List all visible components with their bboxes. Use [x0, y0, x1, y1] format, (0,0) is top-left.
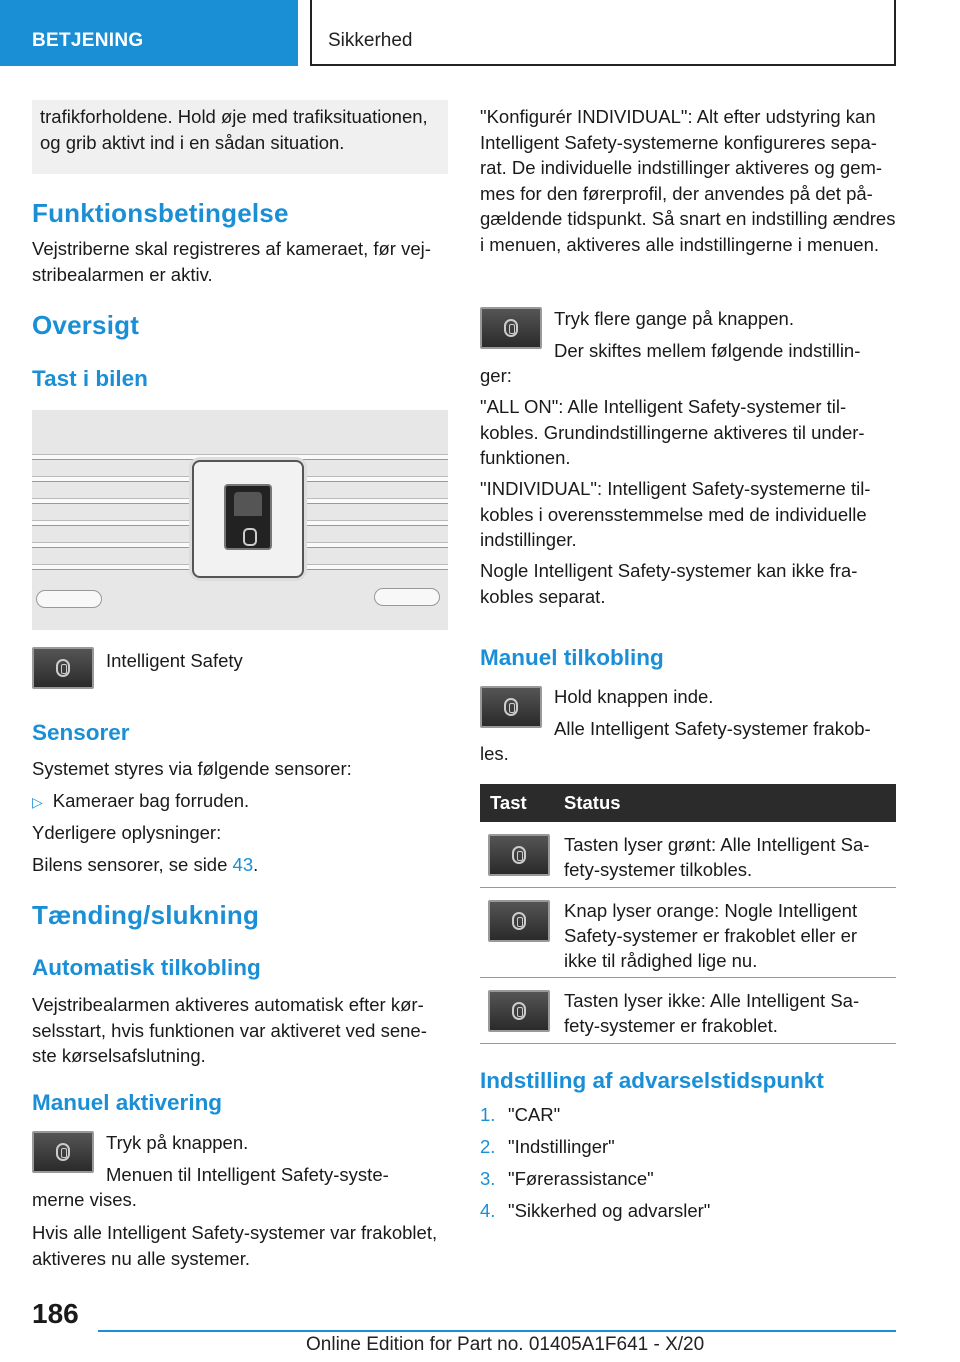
note-box [32, 100, 448, 174]
paragraph-yderligere: Yderligere oplysninger: [32, 822, 222, 843]
heading-manuel-tilkobling: Manuel tilkobling [480, 645, 664, 670]
page-header [0, 0, 960, 66]
paragraph-allon: "ALL ON": Alle Intelligent Safety-systemer til-kobles. Grundindstillingerne aktiveres til under-funktionen. [480, 396, 865, 468]
button-orange-icon [488, 900, 550, 942]
intelligent-safety-button-icon [480, 686, 542, 728]
page-link[interactable]: 43 [232, 854, 254, 875]
heading-manuel-aktivering: Manuel aktivering [32, 1090, 223, 1115]
table-row: Tasten lyser grønt: Alle Intelligent Sa-fety-systemer tilkobles. [480, 822, 896, 888]
footer-divider [98, 1330, 896, 1332]
list-item: 1. "CAR" [480, 1104, 561, 1125]
paragraph-skift-b: ger: [480, 365, 512, 386]
heading-funktionsbetingelse: Funktionsbetingelse [32, 198, 289, 228]
button-panel [192, 460, 304, 578]
heading-automatisk: Automatisk tilkobling [32, 955, 261, 980]
list-item: 2. "Indstillinger" [480, 1136, 615, 1157]
intelligent-safety-button-icon [32, 647, 94, 689]
button-green-icon [488, 834, 550, 876]
button-off-icon [488, 990, 550, 1032]
heading-tast-i-bilen: Tast i bilen [32, 366, 148, 391]
paragraph-auto: Vejstribealarmen aktiveres automatisk efter kør-selsstart, hvis funktionen var aktiveret ved sene-ste kørselsafslutning. [32, 994, 427, 1066]
paragraph-hold: Hold knappen inde. [554, 686, 714, 707]
paragraph-alle-a: Alle Intelligent Safety-systemer frakob- [554, 718, 871, 739]
heading-sensorer: Sensorer [32, 720, 130, 745]
table-row: Tasten lyser ikke: Alle Intelligent Sa-fety-systemer er frakoblet. [480, 978, 896, 1044]
chapter-box [310, 0, 896, 66]
table-row: Knap lyser orange: Nogle Intelligent Safety-systemer er frakoblet eller er ikke til rådighed lige nu. [480, 888, 896, 978]
triangle-bullet-icon: ▷ [32, 794, 43, 810]
page-number: 186 [32, 1298, 79, 1329]
paragraph-menu-a: Menuen til Intelligent Safety-syste- [106, 1164, 389, 1185]
footer-edition: Online Edition for Part no. 01405A1F641 - X/20 [306, 1334, 705, 1355]
list-item: 4. "Sikkerhed og advarsler" [480, 1200, 711, 1221]
paragraph-tryk-flere: Tryk flere gange på knappen. [554, 308, 794, 329]
paragraph-nogle: Nogle Intelligent Safety-systemer kan ikke fra-kobles separat. [480, 560, 858, 607]
list-item: 3. "Førerassistance" [480, 1168, 654, 1189]
paragraph-individual: "INDIVIDUAL": Intelligent Safety-systemerne til-kobles i overensstemmelse med de individuelle indstillinger. [480, 478, 871, 550]
section-tab [0, 0, 298, 66]
heading-taending: Tænding/slukning [32, 900, 260, 930]
status-table [480, 784, 896, 1044]
paragraph-bilens-sensorer: Bilens sensorer, se side 43. [32, 854, 259, 875]
paragraph-hvis-alle: Hvis alle Intelligent Safety-systemer var frakoblet, aktiveres nu alle systemer. [32, 1222, 438, 1269]
intelligent-safety-button-icon [480, 307, 542, 349]
heading-oversigt: Oversigt [32, 310, 140, 340]
table-header: Tast Status [480, 784, 896, 822]
section-label: BETJENING [32, 30, 144, 51]
paragraph-konfig: "Konfigurér INDIVIDUAL": Alt efter udstyring kan Intelligent Safety-systemerne konfigureres sepa-rat. De individuelle indstillinger aktiveres og gem-mes for den førerprofil, der anvendes på det på-gældende tidspunkt. Så snart en indstilling ændres i menuen, aktiveres alle indstillingerne i menuen. [480, 106, 896, 255]
car-button-photo [32, 410, 448, 630]
paragraph-skift-a: Der skiftes mellem følgende indstillin- [554, 340, 861, 361]
note-text: trafikforholdene. Hold øje med trafiksituationen, og grib aktivt ind i en sådan situation. [40, 106, 428, 153]
button-caption: Intelligent Safety [106, 650, 243, 671]
chapter-title: Sikkerhed [328, 30, 413, 51]
heading-indstilling: Indstilling af advarselstidspunkt [480, 1068, 824, 1093]
paragraph-sensorer: Systemet styres via følgende sensorer: [32, 758, 352, 779]
paragraph-alle-b: les. [480, 743, 509, 764]
paragraph-tryk: Tryk på knappen. [106, 1132, 249, 1153]
bullet-item: ▷ Kameraer bag forruden. [32, 790, 250, 811]
intelligent-safety-button-icon [32, 1131, 94, 1173]
paragraph-funktion: Vejstriberne skal registreres af kameraet, før vej-stribealarmen er aktiv. [32, 238, 431, 285]
paragraph-menu-b: merne vises. [32, 1189, 137, 1210]
